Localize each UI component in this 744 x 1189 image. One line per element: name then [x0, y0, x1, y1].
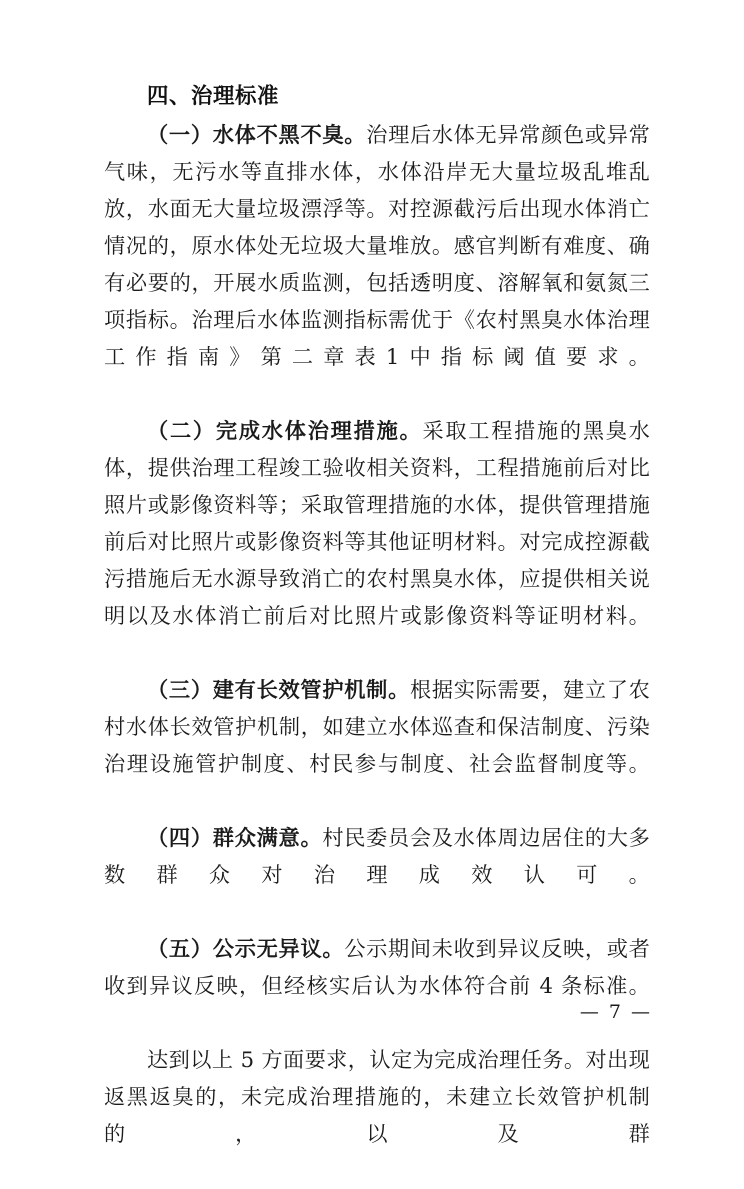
section-one-body: 治理后水体无异常颜色或异常气味，无污水等直排水体，水体沿岸无大量垃圾乱堆乱放，水面无大量垃圾漂浮等。对控源截污后出现水体消亡情况的，原水体处无垃圾大量堆放。感官判断有难度、确有必要的，开展水质监测，包括透明度、溶解氧和氨氮三项指标。治理后水体监测指标需优于《农村黑臭水体治理工作指南》第二章表1中指标阈值要求。 [104, 122, 650, 369]
paragraph-section-four [104, 819, 650, 930]
section-three-body: 根据实际需要，建立了农村水体长效管护机制，如建立水体巡查和保洁制度、污染治理设施管护制度、村民参与制度、社会监督制度等。 [104, 677, 650, 776]
section-four-lead: （四）群众满意。 [147, 825, 323, 850]
paragraph-section-three [104, 671, 650, 819]
closing-body: 达到以上 5 方面要求，认定为完成治理任务。对出现返黑返臭的，未完成治理措施的，未建立长效管护机制的，以及群 [104, 1047, 650, 1146]
paragraph-section-five [104, 930, 650, 1041]
section-five-body: 公示期间未收到异议反映，或者收到异议反映，但经核实后认为水体符合前 4 条标准。 [104, 936, 650, 998]
paragraph-closing [104, 1041, 650, 1189]
section-two-lead: （二）完成水体治理措施。 [147, 418, 423, 443]
section-three-lead: （三）建有长效管护机制。 [147, 677, 410, 702]
section-five-lead: （五）公示无异议。 [147, 936, 345, 961]
paragraph-section-one [104, 116, 650, 412]
paragraph-section-two [104, 412, 650, 671]
page-number: — 7 — [579, 1001, 652, 1023]
section-one-lead: （一）水体不黑不臭。 [147, 122, 367, 147]
section-four-body: 村民委员会及水体周边居住的大多数群众对治理成效认可。 [104, 825, 650, 887]
page-title: 四、治理标准 [147, 84, 279, 108]
section-two-body: 采取工程措施的黑臭水体，提供治理工程竣工验收相关资料，工程措施前后对比照片或影像资料等；采取管理措施的水体，提供管理措施前后对比照片或影像资料等其他证明材料。对完成控源截污措施后无水源导致消亡的农村黑臭水体，应提供相关说明以及水体消亡前后对比照片或影像资料等证明材料。 [104, 418, 650, 628]
